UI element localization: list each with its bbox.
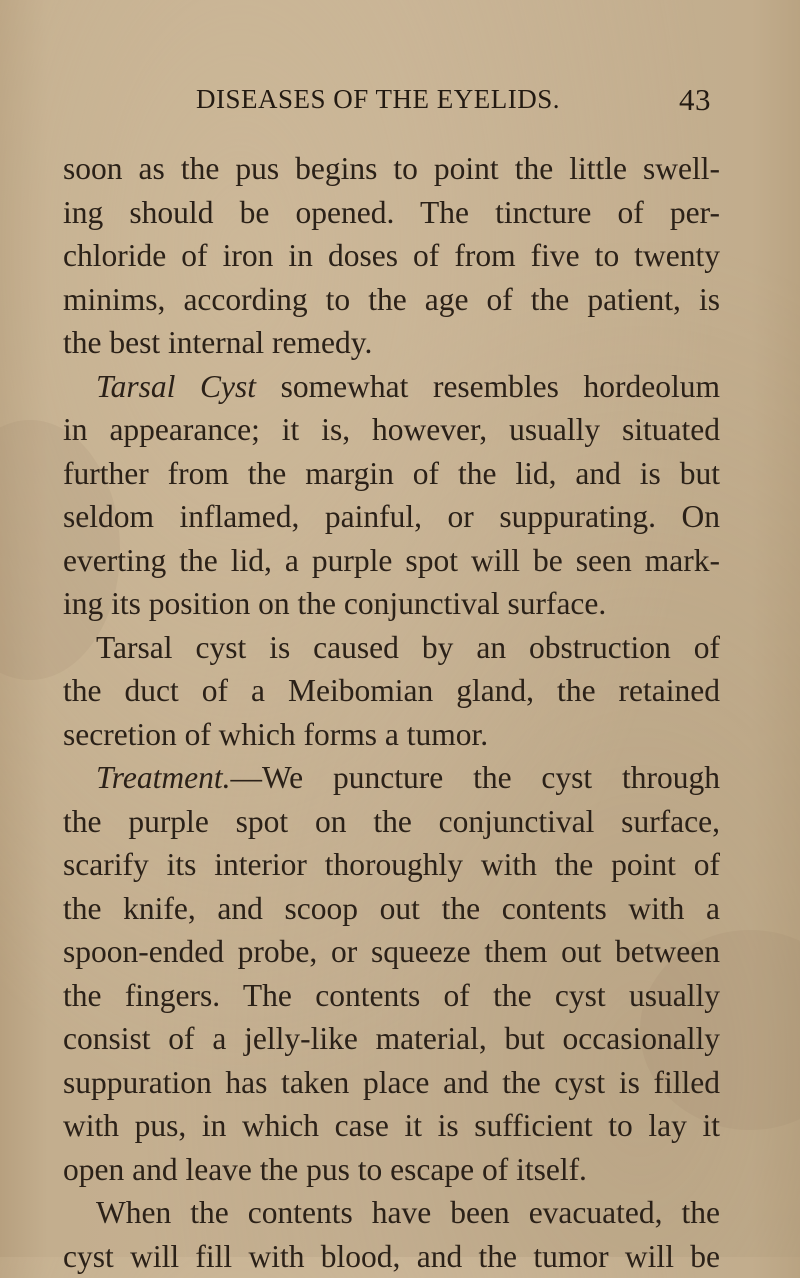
text-line xyxy=(63,756,720,800)
text-line: further from the margin of the lid, and is but xyxy=(63,452,720,496)
text-fragment: somewhat resembles hordeolum xyxy=(256,369,720,404)
text-line: open and leave the pus to escape of itself. xyxy=(63,1148,720,1192)
text-line: minims, according to the age of the patient, is xyxy=(63,278,720,322)
text-line: the duct of a Meibomian gland, the retained xyxy=(63,669,720,713)
italic-term: Treatment. xyxy=(96,760,230,795)
text-line: consist of a jelly-like material, but occasionally xyxy=(63,1017,720,1061)
italic-term: Tarsal Cyst xyxy=(96,369,256,404)
paragraph xyxy=(63,365,720,626)
text-line xyxy=(63,365,720,409)
running-head-title: DISEASES OF THE EYELIDS. xyxy=(196,84,560,115)
text-line: with pus, in which case it is sufficient to lay it xyxy=(63,1104,720,1148)
text-line: scarify its interior thoroughly with the point of xyxy=(63,843,720,887)
text-line: spoon-ended probe, or squeeze them out between xyxy=(63,930,720,974)
text-fragment: —We puncture the cyst through xyxy=(230,760,720,795)
running-head xyxy=(196,84,716,120)
paragraph xyxy=(63,147,720,365)
text-line: chloride of iron in doses of from five to twenty xyxy=(63,234,720,278)
text-line: When the contents have been evacuated, the xyxy=(63,1191,720,1235)
paragraph xyxy=(63,756,720,1191)
text-line: Tarsal cyst is caused by an obstruction of xyxy=(63,626,720,670)
text-line: seldom inflamed, painful, or suppurating. On xyxy=(63,495,720,539)
text-line: in appearance; it is, however, usually situated xyxy=(63,408,720,452)
text-line: the knife, and scoop out the contents with a xyxy=(63,887,720,931)
text-line: ing should be opened. The tincture of per- xyxy=(63,191,720,235)
text-line: the fingers. The contents of the cyst usually xyxy=(63,974,720,1018)
page-number: 43 xyxy=(679,82,711,118)
text-line: the purple spot on the conjunctival surface, xyxy=(63,800,720,844)
paragraph xyxy=(63,1191,720,1278)
text-line: suppuration has taken place and the cyst is filled xyxy=(63,1061,720,1105)
body-text xyxy=(63,147,720,1278)
text-line: cyst will fill with blood, and the tumor will be xyxy=(63,1235,720,1278)
text-line: soon as the pus begins to point the little swell- xyxy=(63,147,720,191)
text-line: secretion of which forms a tumor. xyxy=(63,713,720,757)
text-line: the best internal remedy. xyxy=(63,321,720,365)
paragraph xyxy=(63,626,720,757)
text-line: ing its position on the conjunctival surface. xyxy=(63,582,720,626)
text-line: everting the lid, a purple spot will be seen mark- xyxy=(63,539,720,583)
